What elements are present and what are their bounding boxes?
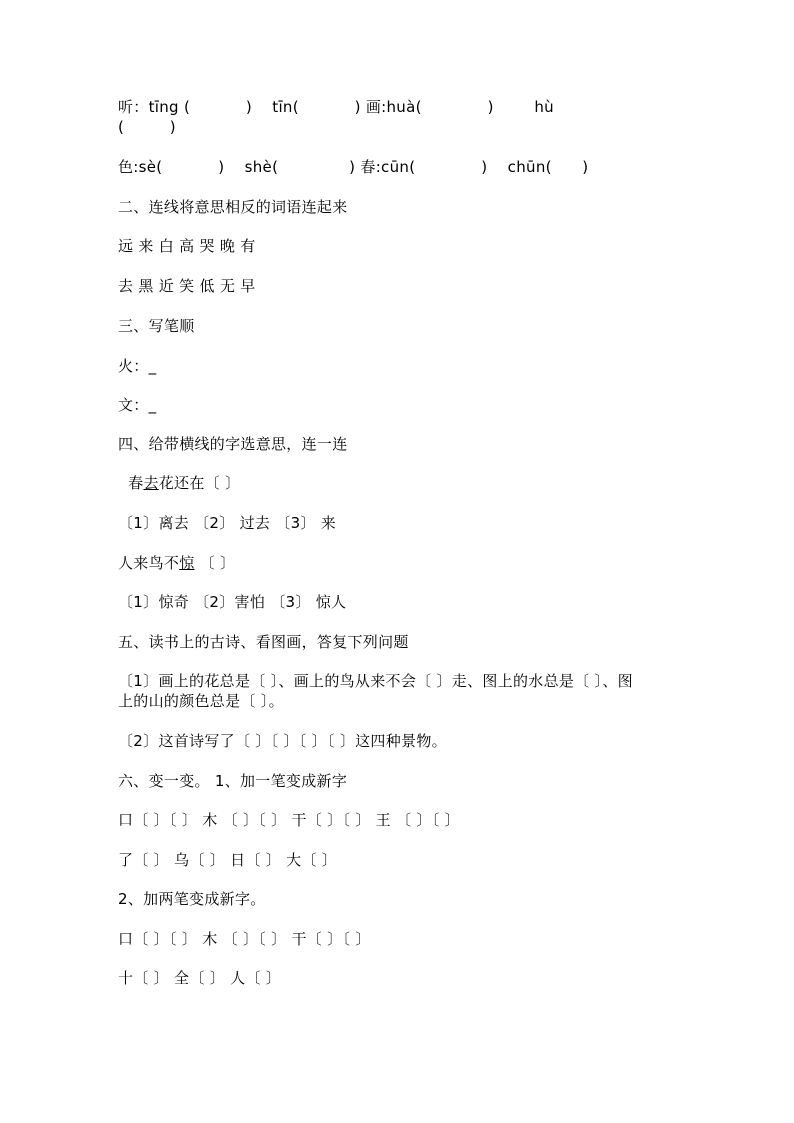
section-5-question-1-line-2: 上的山的颜色总是〔 〕。 bbox=[118, 692, 284, 710]
section-2-row-2: 去 黑 近 笑 低 无 早 bbox=[118, 277, 256, 295]
question-2-suffix: 〔 〕 bbox=[194, 554, 236, 572]
section-2-row-1: 远 来 白 高 哭 晚 有 bbox=[118, 237, 256, 255]
section-6-row-3: 口〔 〕〔 〕 木 〔 〕〔 〕 干〔 〕〔 〕 bbox=[118, 930, 371, 948]
pinyin-row-2: 色:sè( ) shè( ) 春:cūn( ) chūn( ) bbox=[118, 158, 589, 176]
section-4-question-1-options: 〔1〕离去 〔2〕 过去 〔3〕 来 bbox=[118, 514, 337, 532]
pinyin-row-1: 听：tīng ( ) tīn( ) 画:huà( ) hù bbox=[118, 98, 554, 116]
section-6-subtitle-2: 2、加两笔变成新字。 bbox=[118, 890, 266, 908]
question-1-prefix: 春 bbox=[118, 474, 144, 492]
section-3-item-2: 文：_ bbox=[118, 396, 157, 414]
section-5-question-1-line-1: 〔1〕画上的花总是〔 〕、画上的鸟从来不会〔 〕走、图上的水总是〔 〕、图 bbox=[118, 672, 633, 690]
section-4-question-1 bbox=[118, 473, 240, 494]
question-2-underlined-char: 惊 bbox=[179, 554, 195, 572]
section-6-title: 六、变一变。 1、加一笔变成新字 bbox=[118, 772, 348, 790]
section-6-row-2: 了〔 〕 乌〔 〕 日〔 〕 大〔 〕 bbox=[118, 851, 338, 869]
section-4-question-2-options: 〔1〕惊奇 〔2〕害怕 〔3〕 惊人 bbox=[118, 593, 347, 611]
section-6-row-4: 十〔 〕 全〔 〕 人〔 〕 bbox=[118, 969, 282, 987]
section-6-row-1: 口〔 〕〔 〕 木 〔 〕〔 〕 干〔 〕〔 〕 王 〔 〕〔 〕 bbox=[118, 811, 460, 829]
section-5-question-2: 〔2〕这首诗写了〔 〕〔 〕〔 〕〔 〕这四种景物。 bbox=[118, 732, 447, 750]
section-4-title: 四、给带横线的字选意思，连一连 bbox=[118, 435, 348, 453]
question-1-underlined-char: 去 bbox=[143, 474, 159, 492]
section-2-title: 二、连线将意思相反的词语连起来 bbox=[118, 198, 348, 216]
question-1-suffix: 花还在〔 〕 bbox=[158, 474, 241, 492]
section-3-title: 三、写笔顺 bbox=[118, 317, 195, 335]
pinyin-row-1-continued: ( ) bbox=[118, 118, 176, 136]
section-3-item-1: 火：_ bbox=[118, 357, 157, 375]
section-4-question-2 bbox=[118, 553, 235, 574]
question-2-prefix: 人来鸟不 bbox=[118, 554, 180, 572]
section-5-title: 五、读书上的古诗、看图画，答复下列问题 bbox=[118, 633, 409, 651]
